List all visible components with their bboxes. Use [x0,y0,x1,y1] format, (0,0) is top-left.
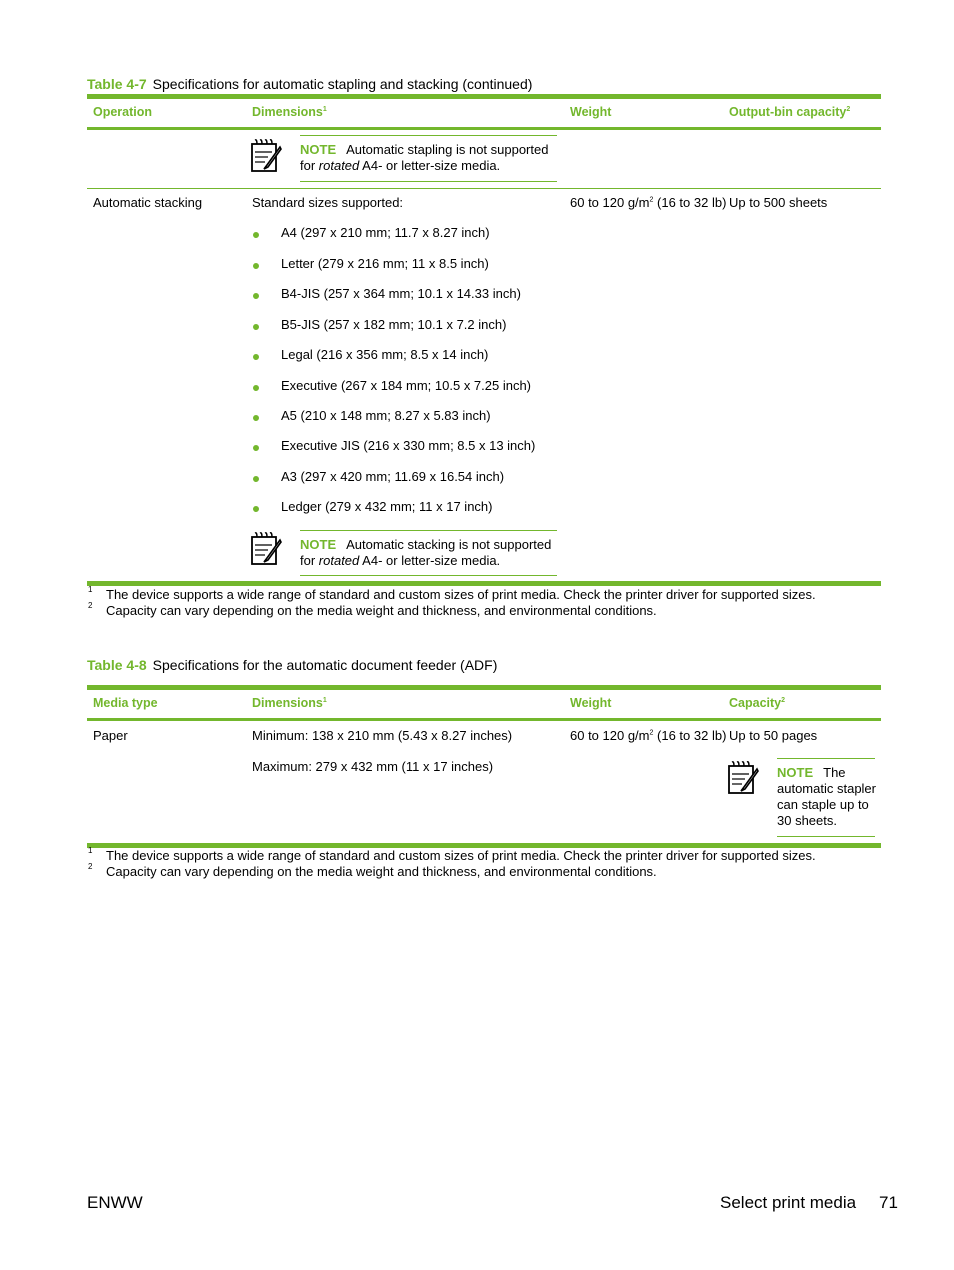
cell-capacity: Up to 50 pages [729,728,818,743]
cell-dimensions-min: Minimum: 138 x 210 mm (5.43 x 8.27 inches) [252,728,513,743]
bullet-icon [253,476,259,482]
table-label: Table 4-8 [87,657,147,673]
note-stapler-capacity: NOTE The automatic stapler can staple up to 30 sheets. [777,765,876,828]
footnote-1: 1 The device supports a wide range of standard and custom sizes of print media. Check the printer driver for supported sizes. [88,585,816,602]
list-item: A5 (210 x 148 mm; 8.27 x 5.83 inch) [281,408,491,423]
page-number: 71 [879,1193,898,1212]
note-top-line [300,530,557,531]
list-item: Executive JIS (216 x 330 mm; 8.5 x 13 inch) [281,438,536,453]
note-top-line [777,758,875,759]
bullet-icon [253,354,259,360]
table-top-rule [87,94,881,99]
bullet-icon [253,324,259,330]
table-top-rule [87,685,881,690]
table-4-8-caption [87,657,497,673]
col-header-media-type: Media type [93,696,158,710]
footnote-1: 1 The device supports a wide range of standard and custom sizes of print media. Check the printer driver for supported sizes. [88,846,816,863]
note-pad-icon [250,139,284,175]
bullet-icon [253,385,259,391]
cell-media-type: Paper [93,728,128,743]
col-header-dimensions: Dimensions$^1$ [252,696,327,710]
table-title: Specifications for automatic stapling and stacking (continued) [152,76,533,92]
note-bottom-line [300,181,557,182]
list-item: B4-JIS (257 x 364 mm; 10.1 x 14.33 inch) [281,286,521,301]
note-bottom-line [300,575,557,576]
row-divider [87,188,881,189]
col-header-weight: Weight [570,105,612,119]
note-bottom-line [777,836,875,837]
bullet-icon [253,232,259,238]
bullet-icon [253,263,259,269]
list-item: Legal (216 x 356 mm; 8.5 x 14 inch) [281,347,489,362]
cell-operation: Automatic stacking [93,195,203,210]
footnote-2: 2 Capacity can vary depending on the media weight and thickness, and environmental conditions. [88,862,657,879]
cell-dimensions-max: Maximum: 279 x 432 mm (11 x 17 inches) [252,759,494,774]
note-pad-icon [727,761,761,797]
table-title: Specifications for the automatic document feeder (ADF) [152,657,498,673]
bullet-icon [253,506,259,512]
cell-weight: 60 to 120 $g/m^2$ (16 to 32 lb) [570,195,727,210]
col-header-weight: Weight [570,696,612,710]
bullet-icon [253,445,259,451]
list-item: Executive (267 x 184 mm; 10.5 x 7.25 inch) [281,378,532,393]
bullet-icon [253,415,259,421]
bullet-icon [253,293,259,299]
note-stacking: NOTE Automatic stacking is not supported for rotated A4- or letter-size media. [300,537,552,568]
list-item: Ledger (279 x 432 mm; 11 x 17 inch) [281,499,493,514]
col-header-dimensions: Dimensions$^1$ [252,105,327,119]
note-pad-icon [250,532,284,568]
list-item: B5-JIS (257 x 182 mm; 10.1 x 7.2 inch) [281,317,507,332]
list-item: Letter (279 x 216 mm; 11 x 8.5 inch) [281,256,489,271]
cell-weight: 60 to 120 $g/m^2$ (16 to 32 lb) [570,728,727,743]
note-stapling: NOTE Automatic stapling is not supported for rotated A4- or letter-size media. [300,142,549,173]
col-header-operation: Operation [93,105,153,119]
footer-left: ENWW [87,1193,143,1212]
col-header-capacity: Capacity$^2$ [729,696,786,710]
cell-capacity: Up to 500 sheets [729,195,828,210]
table-label: Table 4-7 [87,76,147,92]
footer-section: Select print media [720,1193,857,1212]
note-top-line [300,135,557,136]
header-bottom-rule [87,127,881,130]
table-4-7-caption [87,76,532,92]
cell-dimensions-intro: Standard sizes supported: [252,195,404,210]
table-bottom-rule [87,581,881,586]
list-item: A4 (297 x 210 mm; 11.7 x 8.27 inch) [281,225,490,240]
header-bottom-rule [87,718,881,721]
footnote-2: 2 Capacity can vary depending on the media weight and thickness, and environmental conditions. [88,601,657,618]
col-header-output-bin-capacity: Output-bin capacity$^2$ [729,105,851,119]
list-item: A3 (297 x 420 mm; 11.69 x 16.54 inch) [281,469,505,484]
